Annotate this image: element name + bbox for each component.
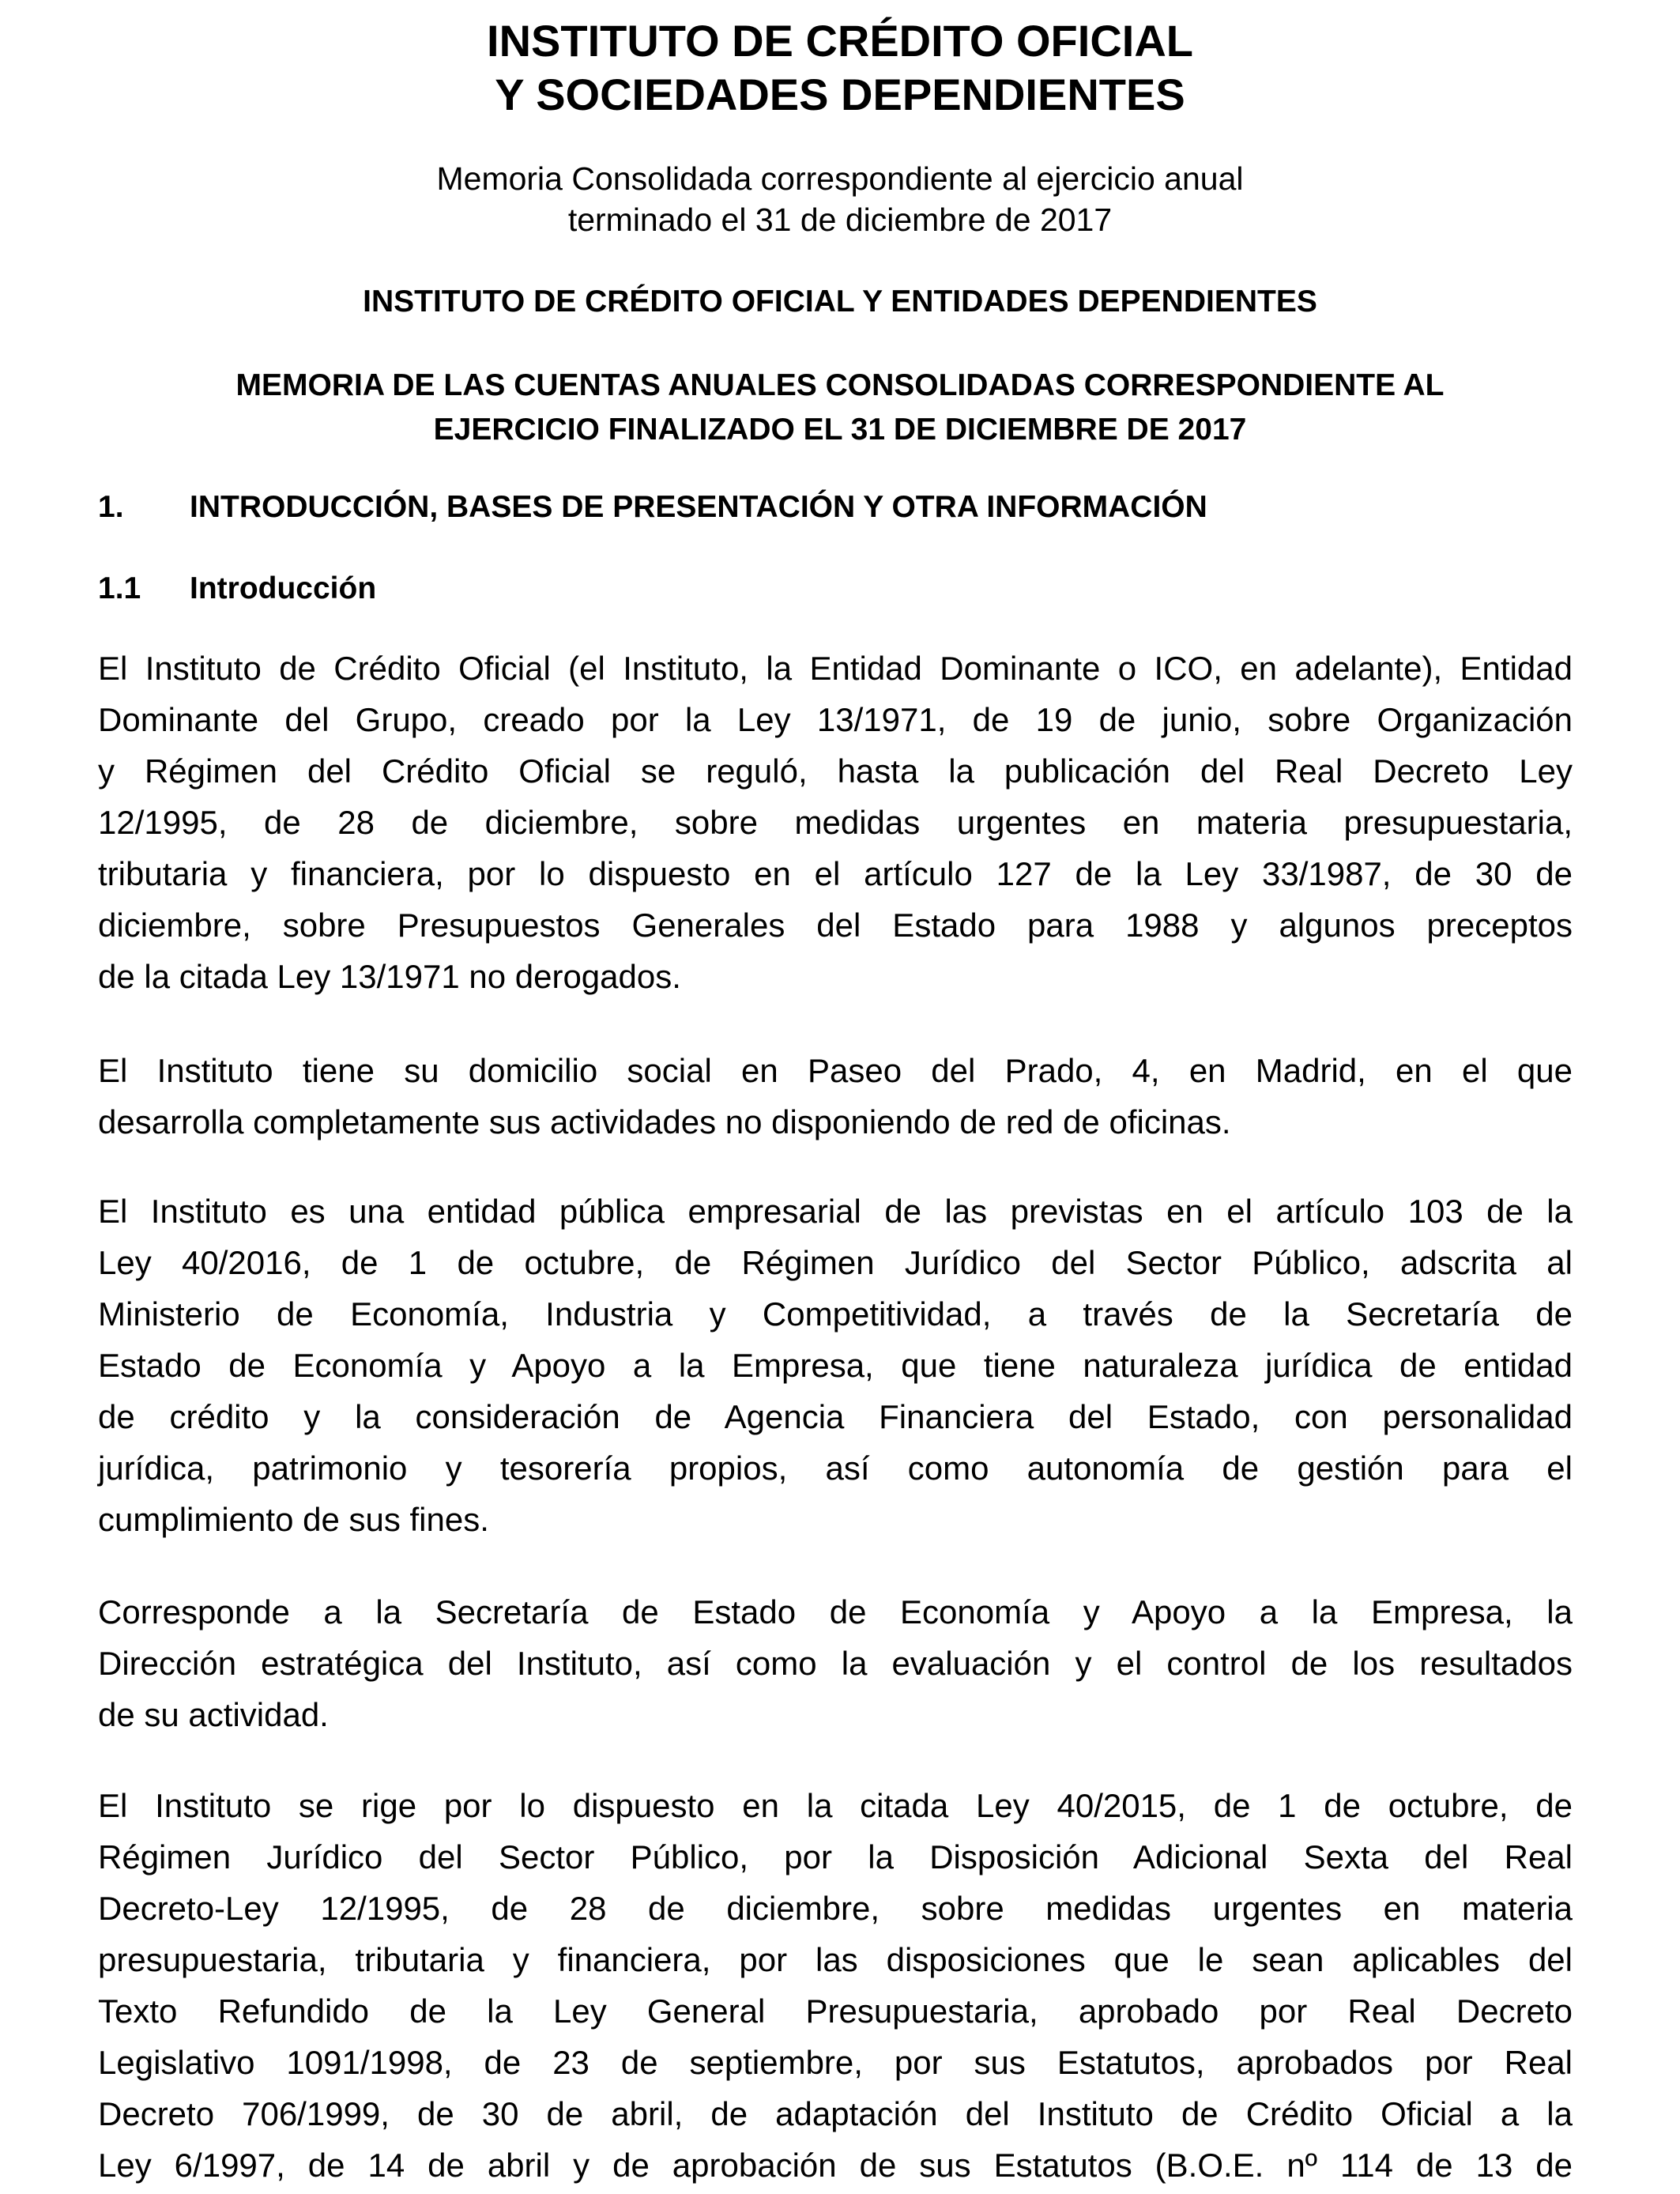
memoria-title	[0, 364, 1680, 452]
subtitle-line-1: Memoria Consolidada correspondiente al ejercicio anual	[436, 160, 1244, 197]
paragraph-line: Ley 40/2016, de 1 de octubre, de Régimen Jurídico del Sector Público, adscrita al	[98, 1244, 1573, 1281]
paragraph-line: Ministerio de Economía, Industria y Competitividad, a través de la Secretaría de	[98, 1295, 1573, 1333]
paragraph-line: de crédito y la consideración de Agencia Financiera del Estado, con personalidad	[98, 1398, 1573, 1435]
paragraph-line: Decreto-Ley 12/1995, de 28 de diciembre, sobre medidas urgentes en materia	[98, 1890, 1573, 1927]
section-title: INTRODUCCIÓN, BASES DE PRESENTACIÓN Y OTRA INFORMACIÓN	[190, 490, 1207, 524]
subtitle-line-2: terminado el 31 de diciembre de 2017	[567, 202, 1113, 238]
paragraph-line: Legislativo 1091/1998, de 23 de septiembre, por sus Estatutos, aprobados por Real	[98, 2044, 1573, 2081]
paragraph-line: El Instituto tiene su domicilio social en Paseo del Prado, 4, en Madrid, en el que	[98, 1052, 1573, 1089]
paragraph-line: desarrolla completamente sus actividades no disponiendo de red de oficinas.	[98, 1103, 1231, 1140]
paragraph-line: El Instituto es una entidad pública empresarial de las previstas en el artículo 103 de la	[98, 1193, 1573, 1230]
main-title-line-1: INSTITUTO DE CRÉDITO OFICIAL	[487, 16, 1193, 66]
paragraph-line: El Instituto se rige por lo dispuesto en la citada Ley 40/2015, de 1 de octubre, de	[98, 1787, 1573, 1824]
paragraph-line: jurídica, patrimonio y tesorería propios, así como autonomía de gestión para el	[98, 1449, 1573, 1487]
paragraph-introduction	[98, 643, 1573, 1002]
paragraph-regulation	[98, 1780, 1573, 2191]
subtitle	[0, 158, 1680, 240]
paragraph-line: Corresponde a la Secretaría de Estado de Economía y Apoyo a la Empresa, la	[98, 1593, 1573, 1630]
section-heading-1-1	[98, 569, 376, 609]
paragraph-line: Estado de Economía y Apoyo a la Empresa, que tiene naturaleza jurídica de entidad	[98, 1347, 1573, 1384]
paragraph-line: diciembre, sobre Presupuestos Generales del Estado para 1988 y algunos preceptos	[98, 907, 1573, 944]
paragraph-line: presupuestaria, tributaria y financiera, por las disposiciones que le sean aplicables del	[98, 1941, 1573, 1978]
memoria-title-line-2: EJERCICIO FINALIZADO EL 31 DE DICIEMBRE DE 2017	[433, 413, 1247, 447]
entity-title: INSTITUTO DE CRÉDITO OFICIAL Y ENTIDADES DEPENDIENTES	[363, 285, 1317, 319]
paragraph-line: Dirección estratégica del Instituto, así como la evaluación y el control de los resultados	[98, 1645, 1573, 1682]
paragraph-line: Texto Refundido de la Ley General Presupuestaria, aprobado por Real Decreto	[98, 1992, 1573, 2030]
paragraph-line: de la citada Ley 13/1971 no derogados.	[98, 958, 681, 995]
paragraph-domicile	[98, 1045, 1573, 1148]
paragraph-line: 12/1995, de 28 de diciembre, sobre medidas urgentes en materia presupuestaria,	[98, 804, 1573, 841]
section-number: 1.1	[98, 571, 141, 605]
paragraph-line: El Instituto de Crédito Oficial (el Instituto, la Entidad Dominante o ICO, en adelante), Entidad	[98, 650, 1573, 687]
main-title-line-2: Y SOCIEDADES DEPENDIENTES	[495, 70, 1185, 119]
main-title	[0, 14, 1680, 122]
paragraph-line: Ley 6/1997, de 14 de abril y de aprobación de sus Estatutos (B.O.E. nº 114 de 13 de	[98, 2147, 1573, 2184]
memoria-title-line-1: MEMORIA DE LAS CUENTAS ANUALES CONSOLIDADAS CORRESPONDIENTE AL	[235, 368, 1445, 402]
paragraph-line: Dominante del Grupo, creado por la Ley 13/1971, de 19 de junio, sobre Organización	[98, 701, 1573, 738]
paragraph-line: Régimen Jurídico del Sector Público, por la Disposición Adicional Sexta del Real	[98, 1838, 1573, 1875]
paragraph-line: Decreto 706/1999, de 30 de abril, de adaptación del Instituto de Crédito Oficial a la	[98, 2095, 1573, 2132]
section-heading-1	[98, 488, 1207, 527]
paragraph-line: cumplimiento de sus fines.	[98, 1501, 489, 1538]
section-title: Introducción	[190, 571, 377, 605]
paragraph-line: de su actividad.	[98, 1696, 329, 1733]
paragraph-line: y Régimen del Crédito Oficial se reguló, hasta la publicación del Real Decreto Ley	[98, 752, 1573, 790]
paragraph-direction	[98, 1586, 1573, 1740]
section-number: 1.	[98, 490, 124, 524]
paragraph-line: tributaria y financiera, por lo dispuesto en el artículo 127 de la Ley 33/1987, de 30 de	[98, 855, 1573, 892]
paragraph-legal-nature	[98, 1186, 1573, 1545]
